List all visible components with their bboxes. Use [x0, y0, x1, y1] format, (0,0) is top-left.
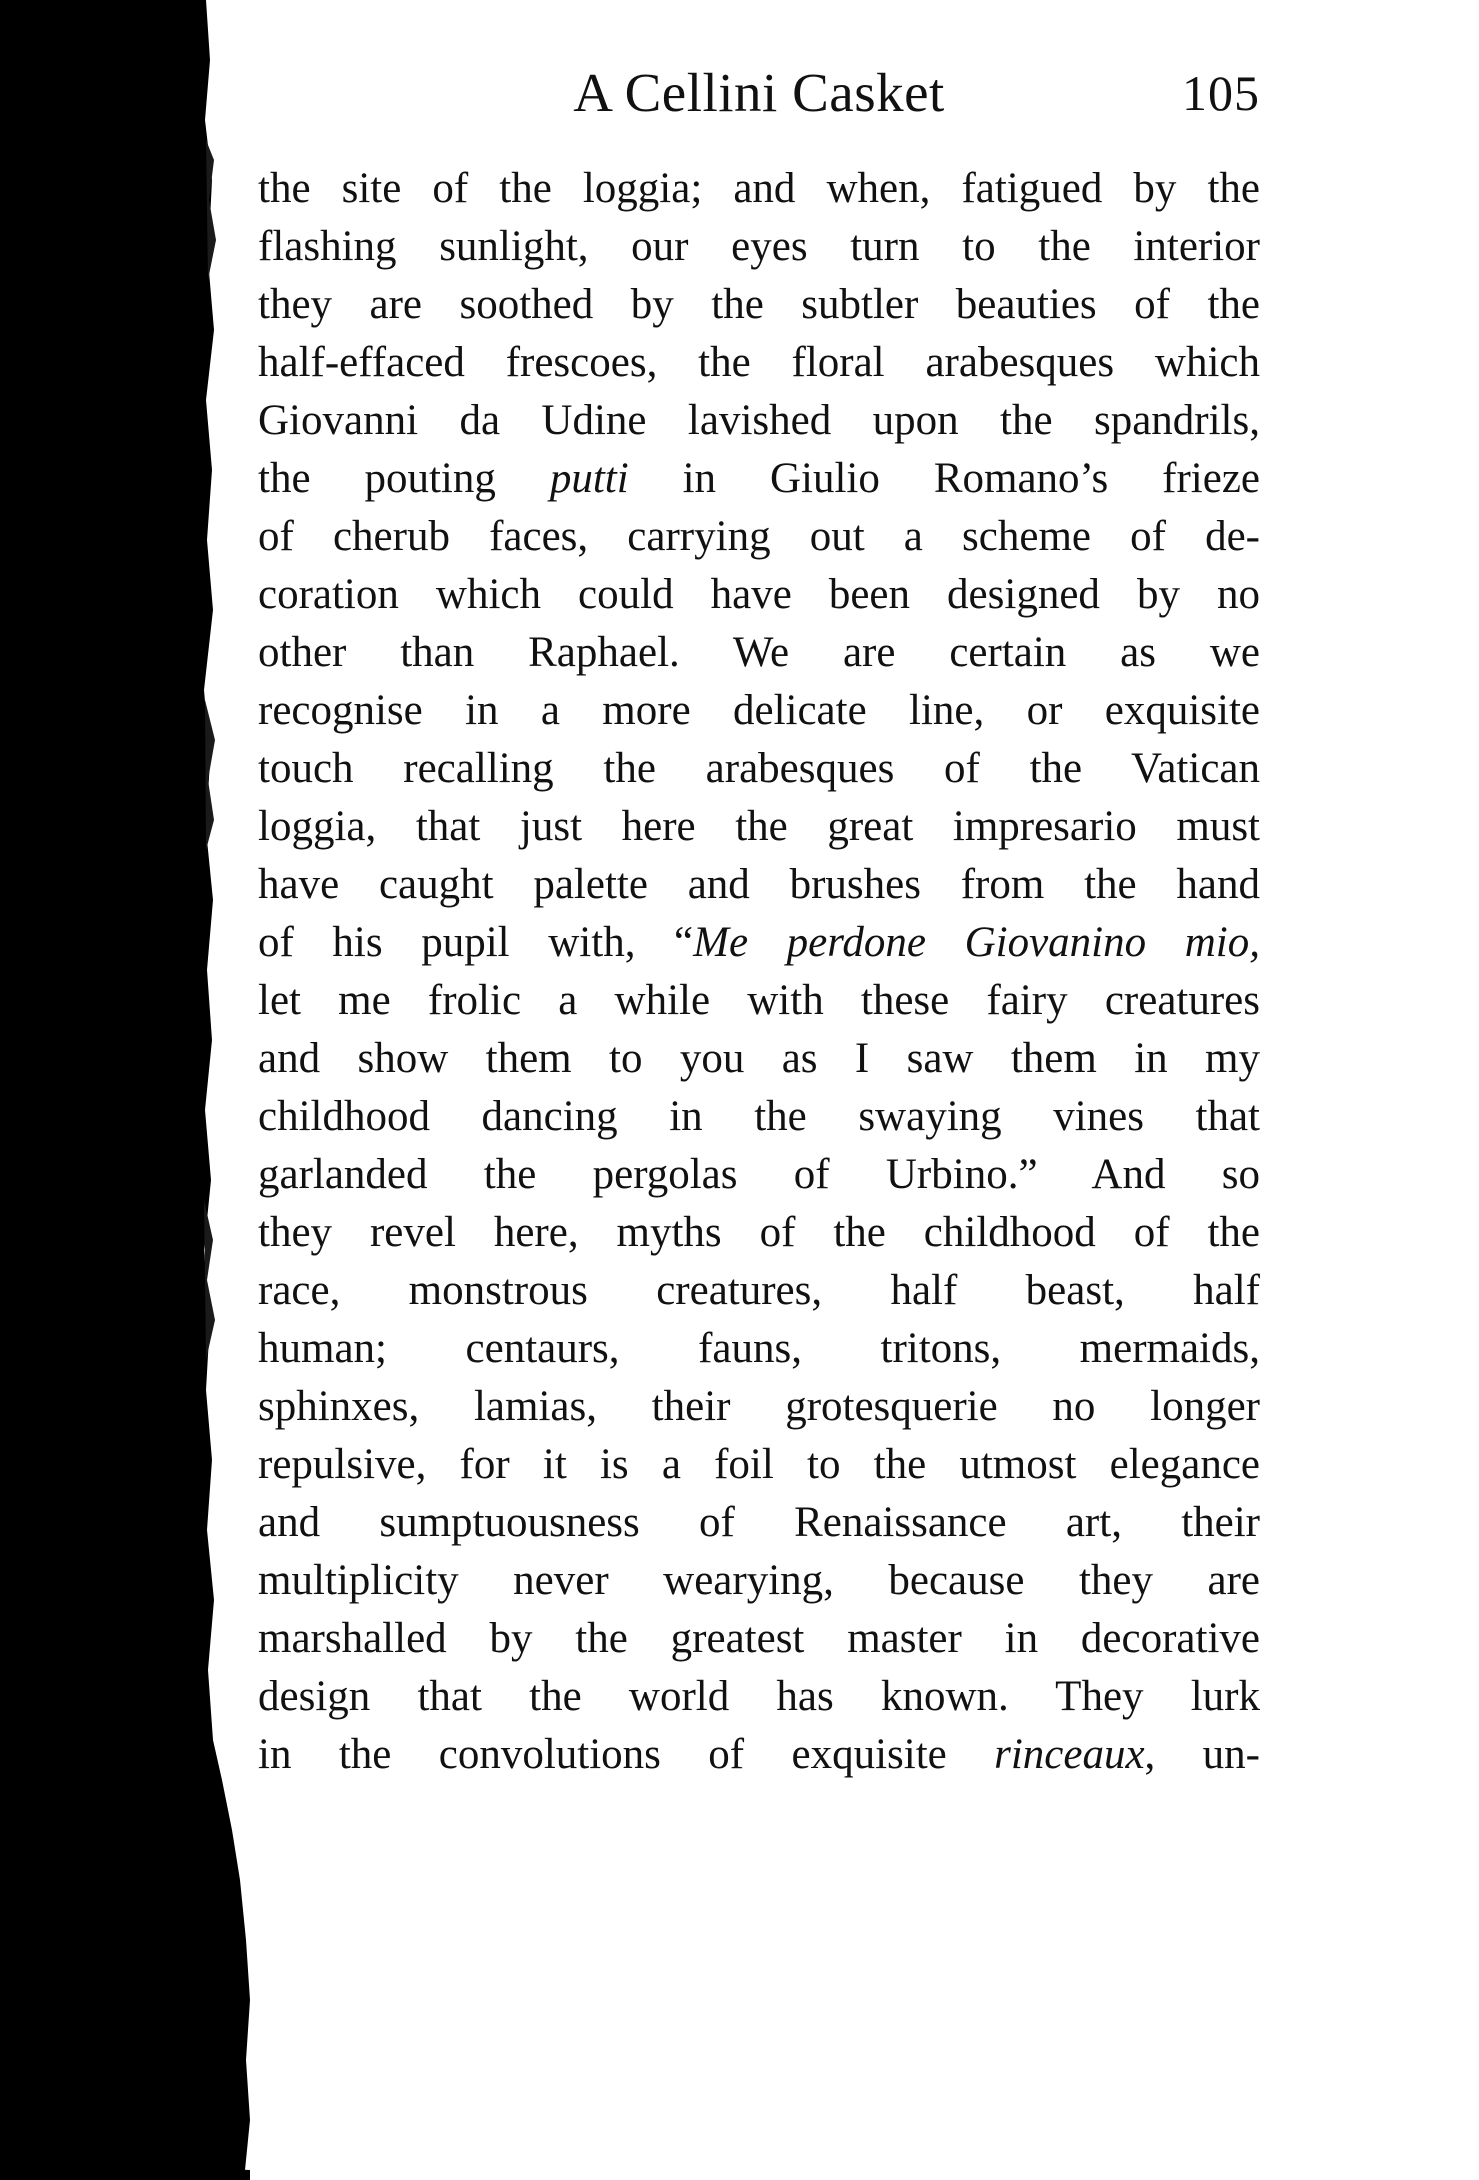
text-line: race, monstrous creatures, half beast, half [258, 1267, 1260, 1314]
text-line: and sumptuousness of Renaissance art, their [258, 1499, 1260, 1546]
text-line: touch recalling the arabesques of the Vatican [258, 745, 1260, 792]
running-header [258, 58, 1260, 128]
text-line: other than Raphael. We are certain as we [258, 629, 1260, 676]
text-line: multiplicity never wearying, because they are [258, 1557, 1260, 1604]
text-line: recognise in a more delicate line, or exquisite [258, 687, 1260, 734]
text-line: flashing sunlight, our eyes turn to the interior [258, 223, 1260, 270]
text-line: coration which could have been designed by no [258, 571, 1260, 618]
text-line [258, 1726, 1260, 1784]
text-segment: in Giulio Romano’s frieze [628, 455, 1260, 502]
text-segment: in the convolutions of exquisite [258, 1731, 995, 1778]
text-line: have caught palette and brushes from the hand [258, 861, 1260, 908]
page-number: 105 [1182, 65, 1260, 121]
text-line: half-effaced frescoes, the floral arabesques which [258, 339, 1260, 386]
text-line: the site of the loggia; and when, fatigued by the [258, 165, 1260, 212]
text-line: they revel here, myths of the childhood of the [258, 1209, 1260, 1256]
text-line: and show them to you as I saw them in my [258, 1035, 1260, 1082]
text-segment: of his pupil with, “ [258, 919, 694, 966]
text-line: sphinxes, lamias, their grotesquerie no longer [258, 1383, 1260, 1430]
text-line [258, 450, 1260, 508]
italic-term: rinceaux [994, 1731, 1145, 1778]
text-line: repulsive, for it is a foil to the utmost elegance [258, 1441, 1260, 1488]
italic-quote: Me perdone Giovanino mio, [693, 919, 1260, 966]
text-line: childhood dancing in the swaying vines that [258, 1093, 1260, 1140]
text-line: they are soothed by the subtler beauties of the [258, 281, 1260, 328]
text-line: design that the world has known. They lurk [258, 1673, 1260, 1720]
body-text [258, 160, 1260, 1784]
scan-binding-edge [0, 0, 250, 2180]
running-title: A Cellini Casket [573, 62, 945, 123]
text-line: garlanded the pergolas of Urbino.” And so [258, 1151, 1260, 1198]
italic-term: putti [549, 455, 629, 502]
text-line: of cherub faces, carrying out a scheme of de- [258, 513, 1260, 560]
text-segment: , un- [1144, 1731, 1260, 1778]
text-line: let me frolic a while with these fairy creatures [258, 977, 1260, 1024]
text-line: Giovanni da Udine lavished upon the spandrils, [258, 397, 1260, 444]
text-line: loggia, that just here the great impresario must [258, 803, 1260, 850]
text-line: marshalled by the greatest master in decorative [258, 1615, 1260, 1662]
text-line: human; centaurs, fauns, tritons, mermaids, [258, 1325, 1260, 1372]
text-line [258, 914, 1260, 972]
text-segment: the pouting [258, 455, 550, 502]
